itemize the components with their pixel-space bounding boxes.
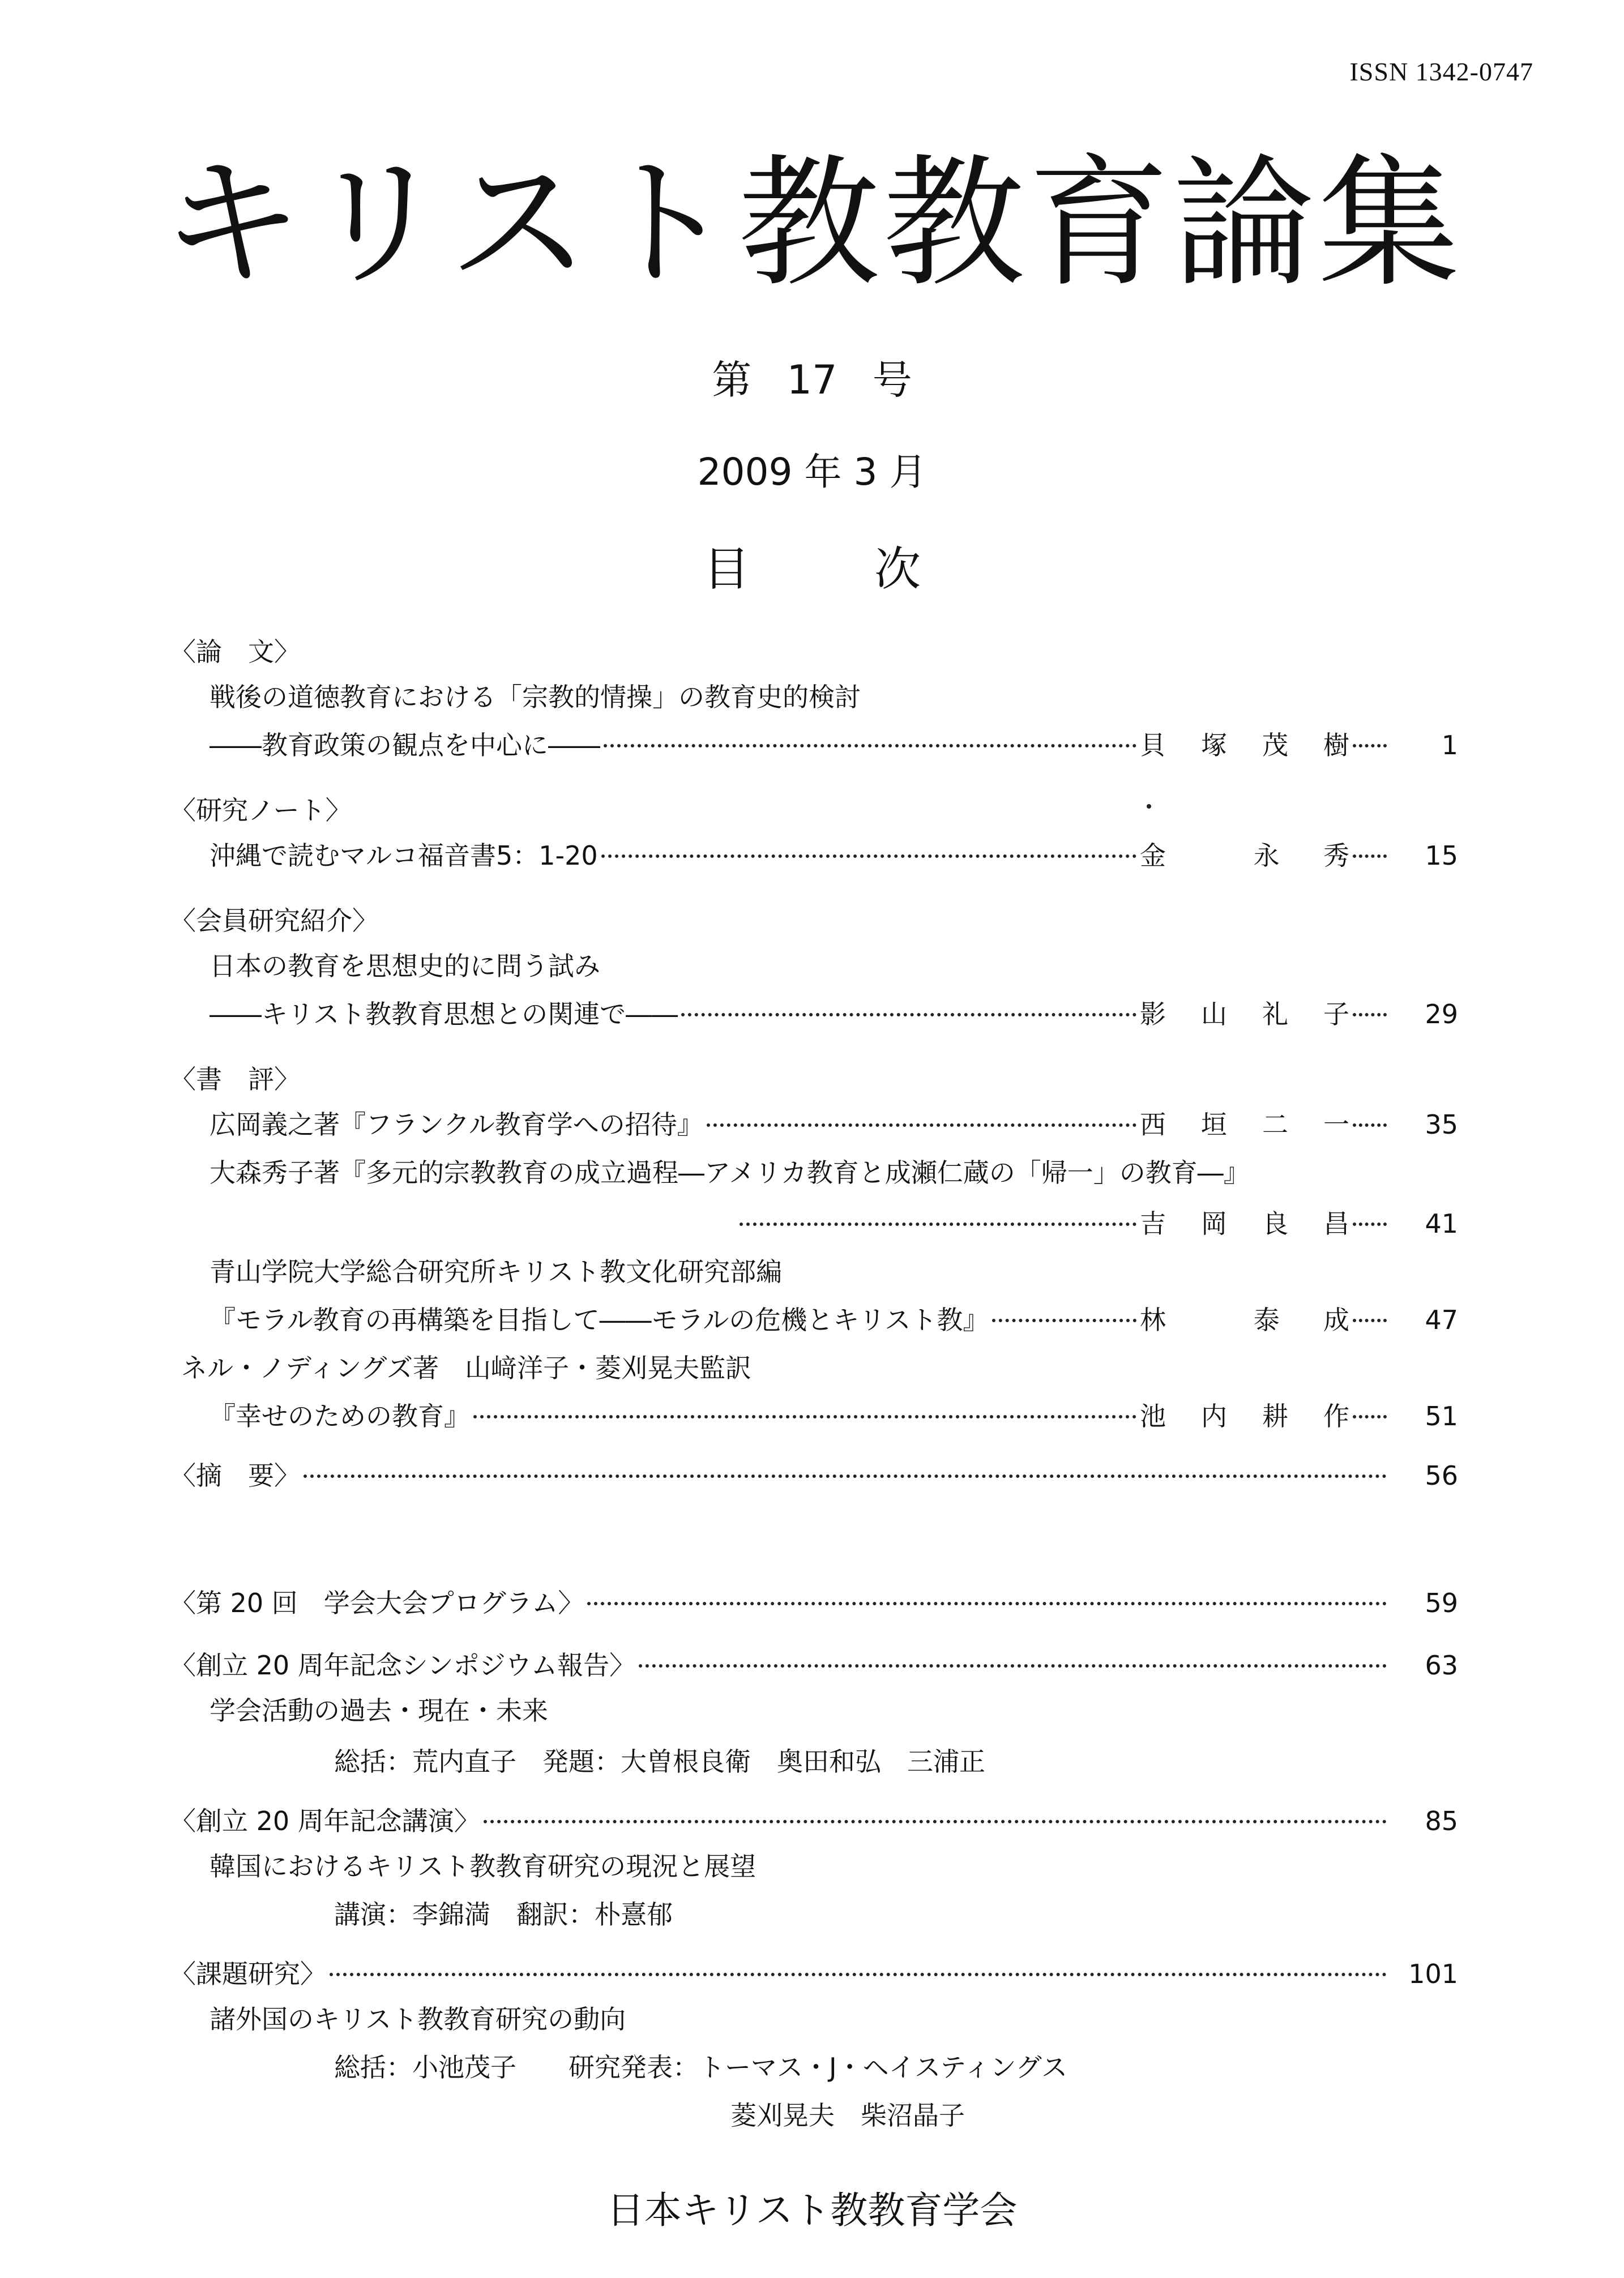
page-number: 101	[1408, 1959, 1458, 1989]
toc-entry[interactable]	[736, 1203, 1458, 1241]
stray-mark	[1147, 804, 1151, 809]
entry-author: 林 泰 成	[1140, 1305, 1349, 1335]
leader-dots	[992, 1319, 1136, 1322]
section-heading: 〈会員研究紹介〉	[170, 905, 378, 936]
leader-dots	[740, 1223, 1136, 1226]
toc-entry[interactable]	[210, 994, 1458, 1031]
page-number: 85	[1425, 1806, 1458, 1836]
entry-author: 影 山 礼 子	[1140, 999, 1349, 1029]
toc-entry[interactable]	[170, 1954, 1458, 1991]
toc-entry[interactable]	[210, 1104, 1458, 1142]
leader-dots	[639, 1664, 1387, 1668]
leader-dots	[1353, 1013, 1387, 1016]
page-number: 29	[1425, 999, 1458, 1029]
section-heading: 〈論 文〉	[170, 636, 300, 667]
toc-entry[interactable]	[210, 835, 1458, 873]
toc-heading-char: 目	[703, 542, 750, 596]
section-heading: 〈創立 20 周年記念シンポジウム報告〉	[170, 1650, 636, 1681]
journal-title: キリスト教教育論集	[161, 141, 1463, 306]
entry-title: 韓国におけるキリスト教教育研究の現況と展望	[210, 1851, 757, 1882]
leader-dots	[1353, 1123, 1387, 1127]
leader-dots	[587, 1602, 1387, 1605]
leader-dots	[604, 744, 1136, 747]
leader-dots	[1353, 1223, 1387, 1226]
toc-entry[interactable]	[170, 1455, 1458, 1493]
entry-author: 金 永 秀	[1140, 840, 1349, 871]
leader-dots	[1353, 1319, 1387, 1322]
page-number: 41	[1425, 1208, 1458, 1239]
entry-editor: ネル・ノディングズ著 山﨑洋子・菱刈晃夫監訳	[181, 1353, 751, 1383]
toc-entry[interactable]	[210, 1300, 1458, 1337]
entry-title: 広岡義之著『フランクル教育学への招待』	[210, 1109, 703, 1140]
section-heading: 〈第 20 回 学会大会プログラム〉	[170, 1588, 584, 1618]
leader-dots	[1353, 744, 1387, 747]
entry-subtitle: ――キリスト教教育思想との関連で――	[210, 999, 678, 1029]
leader-dots	[473, 1415, 1136, 1418]
section-heading: 〈摘 要〉	[170, 1460, 300, 1491]
page-number: 1	[1441, 730, 1458, 760]
entry-author: 貝 塚 茂 樹	[1140, 730, 1349, 760]
leader-dots	[1353, 1415, 1387, 1418]
page-number: 63	[1425, 1650, 1458, 1681]
toc-entry[interactable]	[210, 725, 1458, 762]
entry-author: 池 内 耕 作	[1140, 1401, 1349, 1431]
issn: ISSN 1342-0747	[1349, 57, 1533, 86]
section-heading: 〈創立 20 周年記念講演〉	[170, 1806, 480, 1836]
leader-dots	[484, 1820, 1387, 1823]
entry-contributors: 総括：荒内直子 発題：大曽根良衛 奥田和弘 三浦正	[334, 1746, 985, 1777]
publication-date: 2009 年 3 月	[697, 450, 927, 494]
toc-heading	[0, 532, 1624, 599]
leader-dots	[1353, 854, 1387, 858]
entry-author: 吉 岡 良 昌	[1140, 1208, 1349, 1239]
toc-entry[interactable]	[210, 1396, 1458, 1433]
page-number: 56	[1425, 1460, 1458, 1491]
section-heading: 〈研究ノート〉	[170, 795, 352, 826]
entry-title: 戦後の道徳教育における「宗教的情操」の教育史的検討	[210, 682, 861, 712]
leader-dots	[707, 1123, 1136, 1127]
toc-entry[interactable]	[170, 1801, 1458, 1838]
entry-title: 諸外国のキリスト教教育研究の動向	[210, 2004, 626, 2035]
publisher: 日本キリスト教教育学会	[606, 2189, 1018, 2232]
entry-title: 学会活動の過去・現在・未来	[210, 1695, 548, 1726]
page-number: 59	[1425, 1588, 1458, 1618]
page-number: 51	[1425, 1401, 1458, 1431]
entry-contributors: 講演：李錦満 翻訳：朴憙郁	[334, 1899, 673, 1930]
page-number: 15	[1425, 840, 1458, 871]
entry-subtitle: ――教育政策の観点を中心に――	[210, 730, 600, 760]
entry-author: 西 垣 二 一	[1140, 1109, 1349, 1140]
issue-number: 第 17 号	[712, 357, 912, 403]
leader-dots	[304, 1474, 1387, 1478]
page-number: 35	[1425, 1109, 1458, 1140]
toc-heading-char: 次	[874, 542, 921, 596]
entry-editor: 青山学院大学総合研究所キリスト教文化研究部編	[210, 1256, 783, 1287]
entry-title: 『幸せのための教育』	[210, 1401, 470, 1431]
leader-dots	[330, 1973, 1387, 1976]
toc-entry[interactable]	[170, 1583, 1458, 1620]
section-heading: 〈書 評〉	[170, 1064, 300, 1095]
entry-contributors: 総括：小池茂子 研究発表：トーマス・J・ヘイスティングス	[334, 2052, 1068, 2083]
entry-title: 『モラル教育の再構築を目指して――モラルの危機とキリスト教』	[210, 1305, 989, 1335]
entry-title: 大森秀子著『多元的宗教教育の成立過程―アメリカ教育と成瀬仁蔵の「帰一」の教育―』	[210, 1157, 1250, 1188]
entry-title: 日本の教育を思想史的に問う試み	[210, 951, 600, 981]
entry-contributors: 菱刈晃夫 柴沼晶子	[730, 2100, 965, 2131]
toc-entry[interactable]	[170, 1645, 1458, 1682]
page-number: 47	[1425, 1305, 1458, 1335]
section-heading: 〈課題研究〉	[170, 1959, 326, 1989]
leader-dots	[681, 1013, 1136, 1016]
entry-title: 沖縄で読むマルコ福音書5：1-20	[210, 840, 598, 871]
leader-dots	[601, 854, 1136, 858]
